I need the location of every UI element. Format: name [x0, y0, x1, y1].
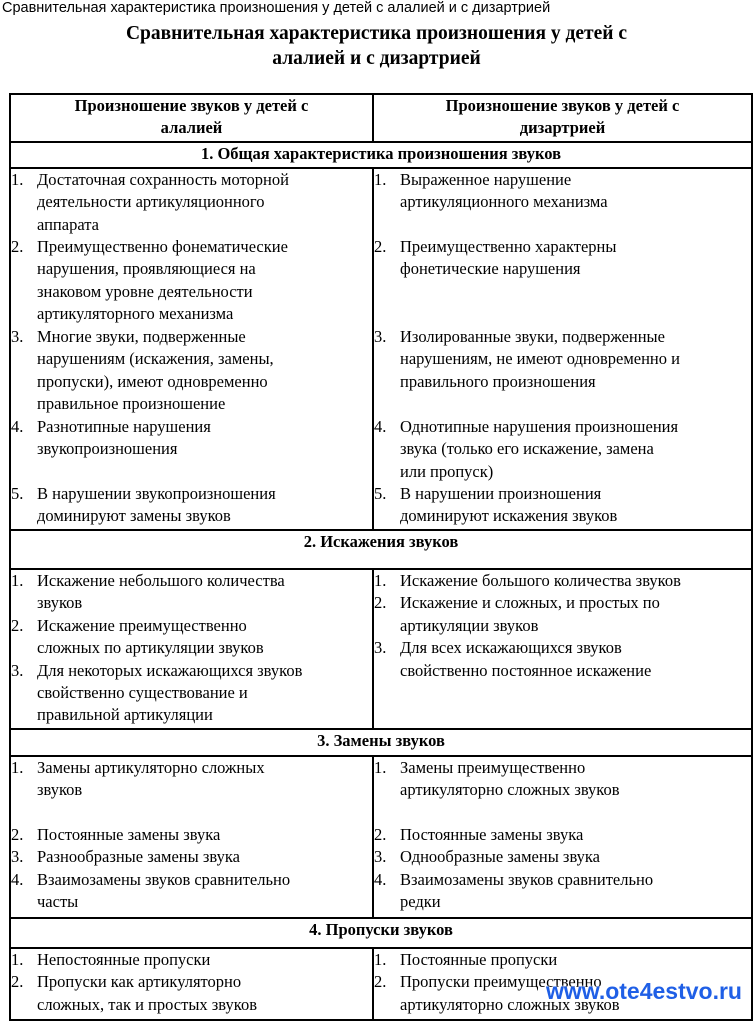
list-item [374, 637, 751, 682]
header-dysarthria [373, 94, 752, 142]
item-text-line: артикуляторно сложных звуков [400, 780, 620, 800]
image-caption: Сравнительная характеристика произношения у детей с алалией и с дизартрией [2, 0, 551, 16]
item-text-line: правильной артикуляции [37, 705, 213, 725]
list-item [374, 236, 751, 326]
item-text-line: сложных по артикуляции звуков [37, 638, 264, 658]
item-text-line: Замены преимущественно [400, 758, 586, 777]
item-text-line: В нарушении звукопроизношения [37, 484, 276, 503]
item-text-line: правильного произношения [400, 371, 596, 391]
list-item [374, 570, 751, 592]
item-text-line: Постоянные замены звука [37, 825, 221, 844]
item-number: 2. [374, 237, 387, 256]
item-text-line: пропуски), имеют одновременно [37, 371, 268, 391]
item-number: 1. [11, 758, 24, 777]
header-alalia-line-2: алалией [160, 118, 223, 138]
header-dysarthria-line-2: дизартрией [519, 118, 606, 138]
item-text-line: артикуляции звуков [400, 615, 539, 635]
item-number: 5. [374, 484, 387, 503]
header-row [10, 94, 752, 142]
item-text-line: Непостоянные пропуски [37, 950, 211, 969]
item-number: 1. [374, 758, 387, 777]
item-text-line: правильное произношение [37, 394, 226, 414]
item-text-line: нарушениям, не имеют одновременно и [400, 349, 680, 369]
header-dysarthria-line-1: Произношение звуков у детей с [445, 96, 680, 115]
list-item [11, 570, 372, 615]
item-text-line: редки [400, 892, 441, 912]
item-text-line: Однообразные замены звука [400, 847, 601, 867]
list-item [11, 615, 372, 660]
item-number: 4. [374, 869, 387, 889]
item-text-line: знаковом уровне деятельности [37, 281, 253, 301]
section-title: 1. Общая характеристика произношения звуков [10, 142, 752, 168]
item-number: 1. [11, 950, 24, 969]
item-text-line: Для всех искажающихся звуков [400, 638, 622, 658]
list-item [11, 483, 372, 528]
alalia-cell [10, 756, 373, 918]
item-number: 1. [11, 170, 24, 189]
item-text-line: Для некоторых искажающихся звуков [37, 660, 303, 680]
list-item [374, 326, 751, 416]
item-number: 4. [11, 417, 24, 436]
item-text-line: свойственно существование и [37, 683, 248, 703]
item-number: 3. [374, 638, 387, 658]
list-item [11, 846, 372, 868]
item-text-line: артикуляторно сложных звуков [400, 994, 620, 1014]
item-text-line: Преимущественно характерны [400, 237, 617, 256]
section-row [10, 918, 752, 948]
item-number: 3. [374, 327, 387, 346]
section-content-row [10, 168, 752, 530]
list-item [11, 949, 372, 971]
list-item [11, 326, 372, 416]
item-text-line: свойственно постоянное искажение [400, 660, 652, 680]
item-number: 2. [11, 237, 24, 256]
list-item [374, 757, 751, 824]
item-number: 1. [374, 571, 387, 590]
item-text-line: сложных, так и простых звуков [37, 994, 257, 1014]
list-item [374, 869, 751, 914]
item-text-line: Преимущественно фонематические [37, 237, 288, 256]
alalia-list [11, 169, 372, 528]
item-text-line: нарушениям (искажения, замены, [37, 349, 274, 369]
item-text-line: Искажение небольшого количества [37, 571, 285, 590]
section-title: 2. Искажения звуков [10, 530, 752, 569]
alalia-list [11, 570, 372, 727]
alalia-cell [10, 569, 373, 729]
item-text-line: деятельности артикуляционного [37, 192, 265, 212]
item-text-line: фонетические нарушения [400, 259, 581, 279]
item-text-line: Замены артикуляторно сложных [37, 758, 265, 777]
list-item [11, 971, 372, 1016]
item-number: 3. [374, 847, 387, 867]
section-row [10, 142, 752, 168]
item-number: 3. [11, 847, 24, 867]
list-item [11, 236, 372, 326]
item-text-line: Достаточная сохранность моторной [37, 170, 289, 189]
item-text-line: Разнотипные нарушения [37, 417, 211, 436]
item-number: 2. [374, 593, 387, 613]
list-item [374, 824, 751, 846]
item-number: 5. [11, 484, 24, 503]
item-text-line: Однотипные нарушения произношения [400, 417, 679, 436]
item-text-line: Взаимозамены звуков сравнительно [37, 869, 291, 889]
header-alalia [10, 94, 373, 142]
item-text-line: звуков [37, 593, 83, 613]
item-text-line: или пропуск) [400, 461, 494, 481]
item-text-line: Искажение и сложных, и простых по [400, 593, 660, 613]
alalia-cell [10, 948, 373, 1020]
dysarthria-list [374, 169, 751, 528]
item-text-line: артикуляционного механизма [400, 192, 608, 212]
dysarthria-cell [373, 569, 752, 729]
item-text-line: Многие звуки, подверженные [37, 327, 246, 346]
list-item [11, 757, 372, 824]
item-text-line: артикуляторного механизма [37, 304, 234, 324]
item-number: 2. [11, 972, 24, 992]
header-alalia-line-1: Произношение звуков у детей с [74, 96, 309, 115]
item-text-line: Разнообразные замены звука [37, 847, 240, 867]
item-number: 4. [11, 869, 24, 889]
page-title-line-2: алалией и с дизартрией [272, 48, 481, 69]
item-text-line: нарушения, проявляющиеся на [37, 259, 256, 279]
dysarthria-list [374, 757, 751, 914]
item-text-line: Изолированные звуки, подверженные [400, 327, 665, 346]
section-title: 4. Пропуски звуков [10, 918, 752, 948]
item-text-line: Пропуски как артикуляторно [37, 972, 242, 992]
list-item [374, 592, 751, 637]
comparison-table [9, 93, 753, 1021]
item-number: 1. [374, 950, 387, 969]
section-title: 3. Замены звуков [10, 729, 752, 756]
list-item [374, 949, 751, 971]
item-number: 4. [374, 417, 387, 436]
item-number: 2. [11, 615, 24, 635]
item-number: 2. [374, 972, 387, 992]
list-item [11, 660, 372, 727]
item-number: 2. [374, 825, 387, 844]
section-row [10, 530, 752, 569]
item-text-line: звукопроизношения [37, 439, 178, 459]
dysarthria-cell [373, 756, 752, 918]
alalia-list [11, 949, 372, 1016]
list-item [374, 846, 751, 868]
item-text-line: Искажение преимущественно [37, 615, 247, 635]
item-text-line: В нарушении произношения [400, 484, 602, 503]
list-item [374, 483, 751, 528]
list-item [11, 169, 372, 236]
item-text-line: Искажение большого количества звуков [400, 571, 681, 590]
item-text-line: Выраженное нарушение [400, 170, 572, 189]
item-number: 1. [374, 170, 387, 189]
item-text-line: Взаимозамены звуков сравнительно [400, 869, 654, 889]
item-text-line: звуков [37, 780, 83, 800]
list-item [11, 416, 372, 483]
item-text-line: Пропуски преимущественно [400, 972, 602, 992]
section-content-row [10, 569, 752, 729]
dysarthria-list [374, 570, 751, 682]
section-row [10, 729, 752, 756]
list-item [11, 824, 372, 846]
item-number: 1. [11, 571, 24, 590]
page-title-line-1: Сравнительная характеристика произношения у детей с [125, 23, 628, 44]
site-watermark: www.ote4estvo.ru [546, 978, 742, 1004]
list-item [11, 869, 372, 914]
item-text-line: доминируют искажения звуков [400, 506, 618, 526]
item-text-line: Постоянные пропуски [400, 950, 558, 969]
item-text-line: звука (только его искажение, замена [400, 439, 654, 459]
item-text-line: доминируют замены звуков [37, 506, 231, 526]
alalia-list [11, 757, 372, 914]
page-title [0, 21, 753, 71]
item-text-line: часты [37, 892, 79, 912]
item-number: 3. [11, 660, 24, 680]
dysarthria-cell [373, 168, 752, 530]
alalia-cell [10, 168, 373, 530]
section-content-row [10, 756, 752, 918]
list-item [374, 416, 751, 483]
item-number: 2. [11, 825, 24, 844]
list-item [374, 169, 751, 236]
item-text-line: Постоянные замены звука [400, 825, 584, 844]
item-text-line: аппарата [37, 214, 99, 234]
item-number: 3. [11, 327, 24, 346]
